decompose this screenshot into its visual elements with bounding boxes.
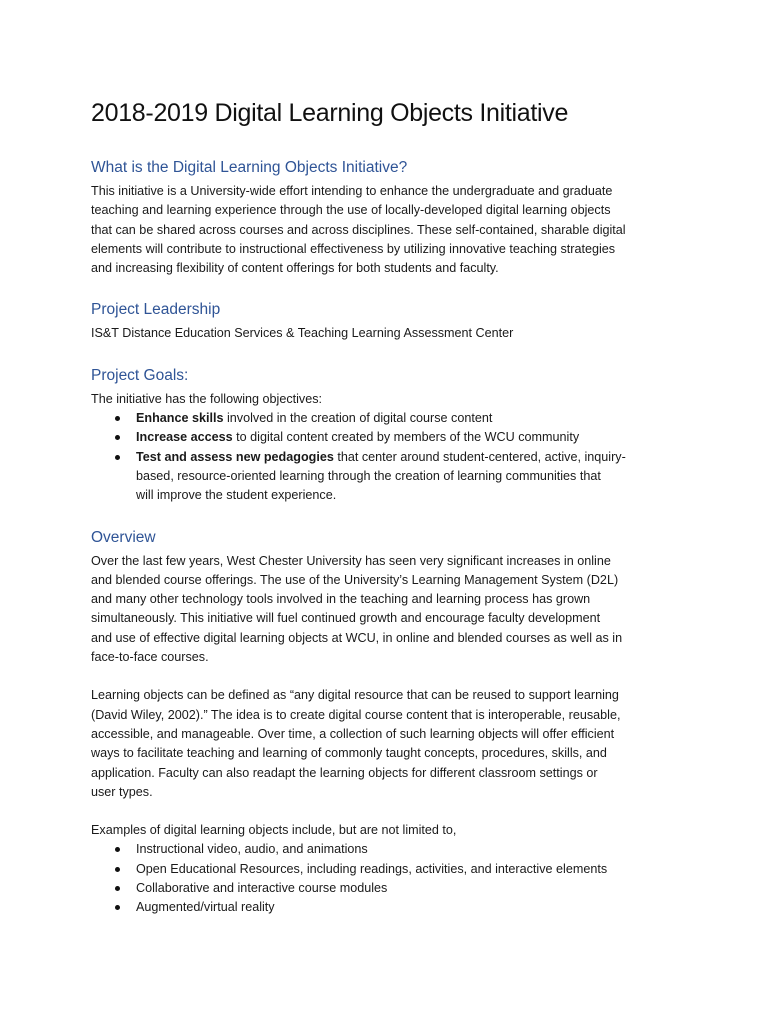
text-line: This initiative is a University-wide effort intending to enhance the undergraduate and graduate [91, 184, 613, 198]
text-line: and many other technology tools involved in the teaching and learning process has grown [91, 592, 591, 607]
examples-list [91, 840, 691, 917]
goal-text: involved in the creation of digital course content [223, 411, 493, 426]
list-item [91, 860, 691, 879]
text-line: face-to-face courses. [91, 650, 209, 665]
example-text: Instructional video, audio, and animations [136, 842, 368, 857]
overview-paragraph-1 [91, 552, 691, 668]
text-line: accessible, and manageable. Over time, a collection of such learning objects will offer efficient [91, 726, 615, 741]
section-heading-goals: Project Goals: [91, 366, 189, 384]
goal-bold: Enhance skills [136, 411, 224, 426]
goal-bold: Test and assess new pedagogies [136, 449, 334, 464]
list-item [91, 879, 691, 898]
examples-intro: Examples of digital learning objects include, but are not limited to, [91, 823, 457, 838]
list-item [91, 898, 691, 917]
what-is-paragraph [91, 182, 691, 278]
text-line: Learning objects can be defined as “any digital resource that can be reused to support learning [91, 688, 619, 703]
text-line: elements will contribute to instructional effectiveness by utilizing innovative teaching strategies [91, 241, 616, 256]
text-line: Over the last few years, West Chester University has seen very significant increases in online [91, 553, 611, 568]
page-title: 2018-2019 Digital Learning Objects Initiative [91, 99, 569, 127]
text-line: that can be shared across courses and across disciplines. These self-contained, sharable digital [91, 222, 626, 237]
text-line: teaching and learning experience through the use of locally-developed digital learning objects [91, 203, 611, 218]
bullet-icon [115, 455, 120, 460]
overview-paragraph-2 [91, 686, 691, 802]
text-line: and blended course offerings. The use of the University’s Learning Management System (D2L) [91, 572, 619, 587]
bullet-icon [115, 416, 120, 421]
goals-list [91, 409, 691, 505]
leadership-text: IS&T Distance Education Services & Teaching Learning Assessment Center [91, 326, 514, 341]
goal-text: to digital content created by members of the WCU community [232, 430, 580, 445]
list-item [91, 409, 691, 428]
list-item [91, 840, 691, 859]
goal-text: that center around student-centered, active, inquiry- [333, 449, 626, 464]
bullet-icon [115, 905, 120, 910]
goal-text-continued: based, resource-oriented learning through the creation of learning communities that [136, 468, 601, 483]
text-line: application. Faculty can also readapt the learning objects for different classroom settings or [91, 765, 598, 780]
text-line: user types. [91, 784, 153, 799]
section-heading-overview: Overview [91, 528, 156, 546]
text-line: and use of effective digital learning objects at WCU, in online and blended courses as well as in [91, 630, 623, 645]
bullet-icon [115, 435, 120, 440]
goal-bold: Increase access [136, 430, 233, 445]
bullet-icon [115, 867, 120, 872]
bullet-icon [115, 847, 120, 852]
text-line: ways to facilitate teaching and learning of commonly taught concepts, procedures, skills, and [91, 746, 607, 761]
document-body [91, 96, 691, 918]
list-item [91, 428, 691, 447]
section-heading-what-is: What is the Digital Learning Objects Initiative? [91, 159, 408, 176]
text-line: and increasing flexibility of content offerings for both students and faculty. [91, 261, 499, 276]
example-text: Open Educational Resources, including readings, activities, and interactive elements [136, 861, 608, 876]
list-item [91, 448, 691, 506]
goal-text-continued: will improve the student experience. [136, 488, 337, 503]
goals-intro: The initiative has the following objectives: [91, 391, 323, 406]
section-heading-leadership: Project Leadership [91, 301, 221, 319]
bullet-icon [115, 886, 120, 891]
example-text: Augmented/virtual reality [136, 900, 275, 915]
text-line: simultaneously. This initiative will fuel continued growth and encourage faculty development [91, 611, 601, 626]
text-line: (David Wiley, 2002).” The idea is to create digital course content that is interoperable, reusable, [91, 707, 621, 722]
example-text: Collaborative and interactive course modules [136, 881, 388, 896]
